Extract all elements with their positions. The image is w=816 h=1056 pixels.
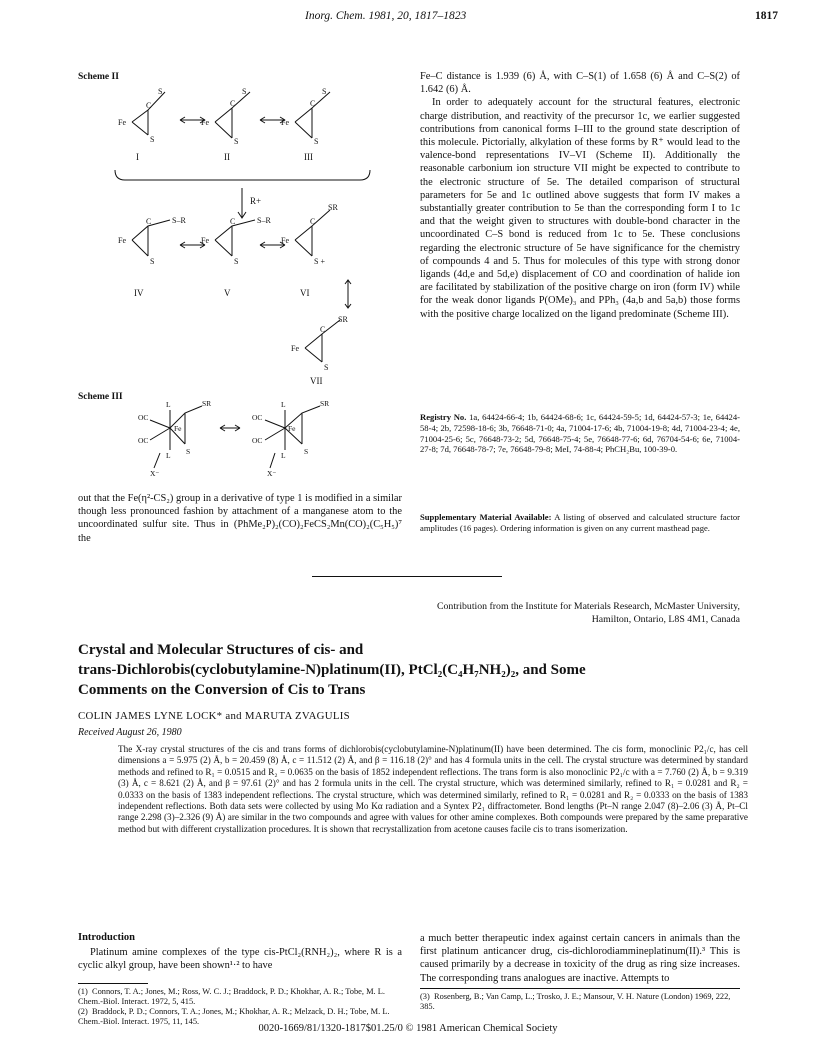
article-divider — [312, 576, 502, 577]
svg-text:S: S — [322, 87, 327, 96]
form-I: I — [136, 152, 139, 162]
copyright-footer: 0020-1669/81/1320-1817$01.25/0 © 1981 American Chemical Society — [258, 1023, 558, 1034]
svg-text:S: S — [242, 87, 247, 96]
svg-text:Fe: Fe — [281, 118, 289, 127]
svg-text:R+: R+ — [250, 196, 262, 206]
intro-left-text: Platinum amine complexes of the type cis-PtCl₂(RNH₂)₂, where R is a cyclic alkyl group, have been shown¹·² to have — [78, 947, 402, 972]
svg-text:S: S — [150, 135, 155, 144]
svg-text:Fe: Fe — [118, 118, 126, 127]
left-column-text: out that the Fe(η²-CS₂) group in a derivative of type 1 is modified in a similar though less pronounced fashion by attachment of a manganese atom to the uncoordinated sulfur site. Thus in (PhMe₂P)₂(CO)₂FeCS₂Mn(CO)₂(C₅H₅)⁷ the — [78, 493, 402, 544]
article-title — [78, 640, 748, 700]
title-line-3: Comments on the Conversion of Cis to Trans — [78, 682, 366, 698]
svg-text:S +: S + — [314, 257, 325, 266]
svg-text:S: S — [234, 137, 239, 146]
svg-text:Fe: Fe — [201, 236, 209, 245]
svg-text:L: L — [281, 400, 286, 409]
supplementary-text: A listing of observed and calculated structure factor amplitudes (16 pages). Ordering information is given on any current masthead page. — [420, 512, 740, 533]
intro-heading: Introduction — [78, 932, 135, 943]
form-VII: VII — [310, 376, 323, 385]
scheme3-label: Scheme III — [78, 392, 123, 402]
svg-text:Fe: Fe — [281, 236, 289, 245]
title-line-1: Crystal and Molecular Structures of cis- and — [78, 642, 364, 658]
svg-text:SR: SR — [202, 399, 212, 408]
svg-text:C: C — [320, 325, 326, 334]
intro-right: a much better therapeutic index against certain cancers in animals than the first platinum anticancer drug, cis-dichlorodiammineplatinum(II).³ This is caused primarily by a decrease in toxicity of the drug as ring size increases. The corresponding trans analogues are inactive. Attempts to — [420, 933, 740, 984]
svg-text:C: C — [146, 101, 152, 110]
contribution — [437, 600, 740, 626]
authors: COLIN JAMES LYNE LOCK* and MARUTA ZVAGULIS — [78, 710, 350, 722]
registry-block — [420, 412, 740, 455]
journal-header: Inorg. Chem. 1981, 20, 1817–1823 — [305, 10, 467, 22]
right-column — [420, 70, 740, 321]
footnote-1: (1) Connors, T. A.; Jones, M.; Ross, W. C. J.; Braddock, P. D.; Khokhar, A. R.; Tobe, M. L. Chem.-Biol. Interact. 1972, 5, 415. — [78, 987, 385, 1006]
footnote-rule-left — [78, 983, 148, 984]
scheme2-label: Scheme II — [78, 72, 119, 82]
form-III: III — [304, 152, 313, 162]
svg-text:SR: SR — [338, 315, 348, 324]
title-line-2: trans-Dichlorobis(cyclobutylamine-N)platinum(II), PtCl₂(C₄H₇NH₂)₂, and Some — [78, 662, 586, 678]
svg-text:C: C — [230, 217, 236, 226]
contribution-line2: Hamilton, Ontario, L8S 4M1, Canada — [591, 614, 740, 625]
svg-text:SR: SR — [328, 203, 338, 212]
svg-text:S: S — [158, 87, 163, 96]
svg-text:SR: SR — [320, 399, 330, 408]
svg-text:S–R: S–R — [172, 216, 186, 225]
form-VI: VI — [300, 288, 310, 298]
svg-text:C: C — [230, 99, 236, 108]
svg-text:S: S — [324, 363, 329, 372]
svg-text:L: L — [166, 400, 171, 409]
svg-text:OC: OC — [252, 436, 263, 445]
svg-text:Fe: Fe — [291, 344, 299, 353]
svg-text:C: C — [146, 217, 152, 226]
registry-label: Registry No. — [420, 412, 467, 422]
intro-left — [78, 946, 402, 972]
scheme3-diagram — [130, 398, 370, 478]
svg-text:S: S — [314, 137, 319, 146]
right-para-1: In order to adequately account for the structural features, electronic charge distribution, and reactivity of the precursor 1c, we earlier suggested contributions from canonical forms I–III to the ground state description of this molecule. Pictorially, alkylation of these forms by R⁺ would lead to the valence-bond representations IV–VI (Scheme II). Additionally the reasonable carbonium ion structure VII might be expected to contribute to the electronic structure of 5e. The detailed comparison of structural parameters for 5e and 1c outlined above suggests that form IV makes a substantially greater contribution to 5e than the corresponding form I to 1c and that the weight given to structures with double-bond character in the uncoordinated C–S bond is reduced from 1c to 5e. These conclusions regarding the electronic structure of 5e have significance for the chemistry of compounds 4 and 5. Thus for molecules of this type with strong donor ligands (4d,e and 5d,e) displacement of CO and coordination of halide ion are facilitated by stabilization of the positive charge on iron (form IV) while for the weak donor ligands P(OMe)₃ and PPh₃ (4a,b and 5a,b) those forms with the positive charge localized on the ligand predominate (Scheme III). — [420, 97, 740, 320]
page-number: 1817 — [755, 10, 778, 22]
form-V: V — [224, 288, 231, 298]
svg-text:OC: OC — [138, 436, 149, 445]
svg-text:S: S — [234, 257, 239, 266]
scheme2-diagram — [110, 80, 380, 385]
contribution-line1: Contribution from the Institute for Materials Research, McMaster University, — [437, 601, 740, 612]
svg-text:S: S — [186, 447, 191, 456]
svg-text:Fe: Fe — [288, 424, 296, 433]
supplementary-label: Supplementary Material Available: — [420, 512, 552, 522]
svg-text:Fe: Fe — [118, 236, 126, 245]
received-date: Received August 26, 1980 — [78, 727, 182, 738]
svg-text:OC: OC — [252, 413, 263, 422]
svg-text:S: S — [304, 447, 309, 456]
form-IV: IV — [134, 288, 144, 298]
form-II: II — [224, 152, 230, 162]
svg-text:S: S — [150, 257, 155, 266]
footnote-3: (3) Rosenberg, B.; Van Camp, L.; Trosko, J. E.; Mansour, V. H. Nature (London) 1969, 222, 385. — [420, 992, 731, 1011]
svg-text:C: C — [310, 217, 316, 226]
svg-text:S–R: S–R — [257, 216, 271, 225]
svg-text:X⁻: X⁻ — [150, 469, 160, 478]
abstract: The X-ray crystal structures of the cis and trans forms of dichlorobis(cyclobutylamine-N)platinum(II) have been determined. The cis form, monoclinic P2₁/c, has cell dimensions a = 5.975 (2) Å, b = 20.459 (8) Å, c = 11.512 (2) Å, and β = 116.18 (2)° and has 4 formula units in the cell. The crystal structure was determined by standard methods and refined to R₁ = 0.0515 and R₂ = 0.0635 on the basis of 1852 independent reflections. The trans form is also monoclinic P2₁/c with a = 7.760 (2) Å, b = 9.319 (3) Å, c = 8.621 (2) Å, and β = 97.61 (2)° and has 2 formula units in the cell. The crystal structure, which was determined similarly, refined to R₁ = 0.0281 and R₂ = 0.0333 on the basis of 1383 independent reflections. The crystal structure, which was determined similarly, refined to R₁ = 0.0281 and R₂ = 0.0333 on the basis of 1383 independent reflections. Both data sets were collected by using Mo Kα radiation and a Syntex P2₁ diffractometer. Bond lengths (Pt–N range 2.047 (8)–2.06 (3) Å, Pt–Cl range 2.298 (3)–2.326 (9) Å) are similar in the two compounds and agree with values for other amine complexes. Both compounds were prepared by the same preparative method but with different crystallization procedures. It is shown that recrystallization from acetone causes facile cis to trans isomerization. — [118, 744, 748, 834]
svg-text:L: L — [281, 451, 286, 460]
supplementary-block — [420, 512, 740, 534]
footnote-2: (2) Braddock, P. D.; Connors, T. A.; Jones, M.; Khokhar, A. R.; Melzack, D. H.; Tobe, M. L. Chem.-Biol. Interact. 1975, 11, 145. — [78, 1007, 390, 1026]
footnotes-right — [420, 992, 740, 1012]
footnotes-left — [78, 987, 402, 1027]
svg-text:L: L — [166, 451, 171, 460]
svg-text:X⁻: X⁻ — [267, 469, 277, 478]
svg-text:OC: OC — [138, 413, 149, 422]
svg-text:Fe: Fe — [174, 424, 182, 433]
svg-text:Fe: Fe — [201, 118, 209, 127]
registry-text: 1a, 64424-66-4; 1b, 64424-68-6; 1c, 64424-59-5; 1d, 64424-57-3; 1e, 64424-58-4; 2b, 72598-18-6; 3b, 76648-71-0; 4a, 71004-17-6; 4b, 71004-19-8; 4d, 71004-23-4; 4e, 71004-25-6; 5c, 76648-73-2; 5d, 76648-75-4; 5e, 76648-77-6; 6d, 76704-54-6; 6e, 71004-27-8; 7d, 76648-78-7; 7e, 76648-79-8; MeI, 74-88-4; PhCH₂Bu, 100-39-0. — [420, 412, 741, 455]
footnote-rule-right — [420, 988, 740, 989]
right-para-0: Fe–C distance is 1.939 (6) Å, with C–S(1) of 1.658 (6) Å and C–S(2) of 1.642 (6) Å. — [420, 71, 740, 96]
svg-text:C: C — [310, 99, 316, 108]
